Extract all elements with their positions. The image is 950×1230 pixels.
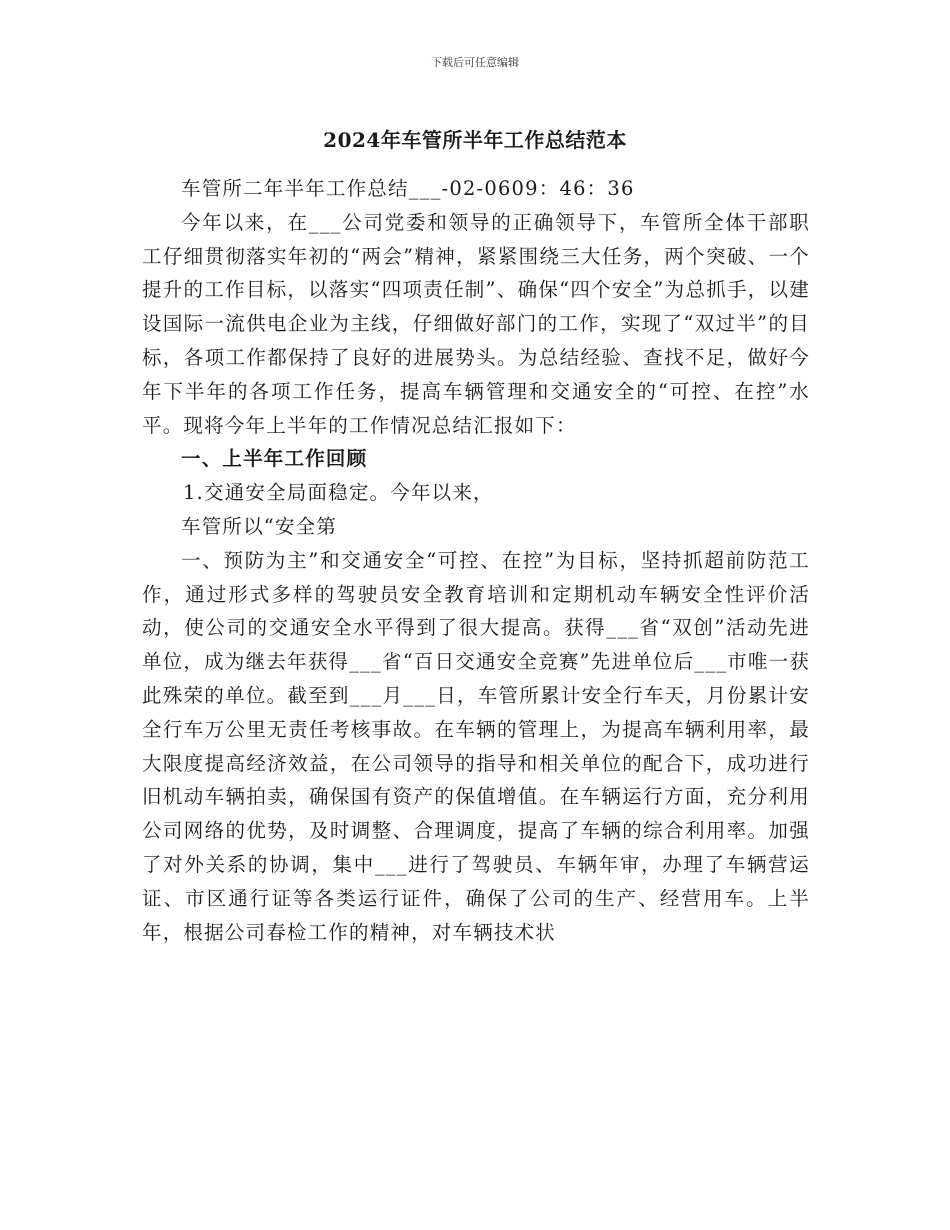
- paragraph-main: 一、预防为主”和交通安全“可控、在控”为目标，坚持抓超前防范工作，通过形式多样的驾驶员安全教育培训和定期机动车辆安全性评价活动，使公司的交通安全水平得到了很大提高。获得___省“双创”活动先进单位，成为继去年获得___省“百日交通安全竞赛”先进单位后___市唯一获此殊荣的单位。截至到___月___日，车管所累计安全行车天，月份累计安全行车万公里无责任考核事故。在车辆的管理上，为提高车辆利用率，最大限度提高经济效益，在公司领导的指导和相关单位的配合下，成功进行旧机动车辆拍卖，确保国有资产的保值增值。在车辆运行方面，充分利用公司网络的优势，及时调整、合理调度，提高了车辆的综合利用率。加强了对外关系的协调，集中___进行了驾驶员、车辆年审，办理了车辆营运证、市区通行证等各类运行证件，确保了公司的生产、经营用车。上半年，根据公司春检工作的精神，对车辆技术状: [142, 548, 810, 944]
- section-heading: 一、上半年工作回顾: [181, 447, 368, 471]
- paragraph-subtitle-line: 车管所二年半年工作总结___-02-0609：46：36: [181, 177, 635, 200]
- paragraph-fragment: 车管所以“安全第: [181, 514, 338, 538]
- header-note: 下载后可任意编辑: [431, 56, 519, 69]
- paragraph-item-1: 1.交通安全局面稳定。今年以来，: [182, 481, 494, 505]
- document-title: 2024年车管所半年工作总结范本: [323, 128, 627, 152]
- paragraph-intro: 今年以来，在___公司党委和领导的正确领导下，车管所全体干部职工仔细贯彻落实年初的“两会”精神，紧紧围绕三大任务，两个突破、一个提升的工作目标，以落实“四项责任制”、确保“四个安全”为总抓手，以建设国际一流供电企业为主线，仔细做好部门的工作，实现了“双过半”的目标，各项工作都保持了良好的进展势头。为总结经验、查找不足，做好今年下半年的各项工作任务，提高车辆管理和交通安全的“可控、在控”水平。现将今年上半年的工作情况总结汇报如下：: [142, 210, 810, 437]
- document-body: [142, 172, 810, 949]
